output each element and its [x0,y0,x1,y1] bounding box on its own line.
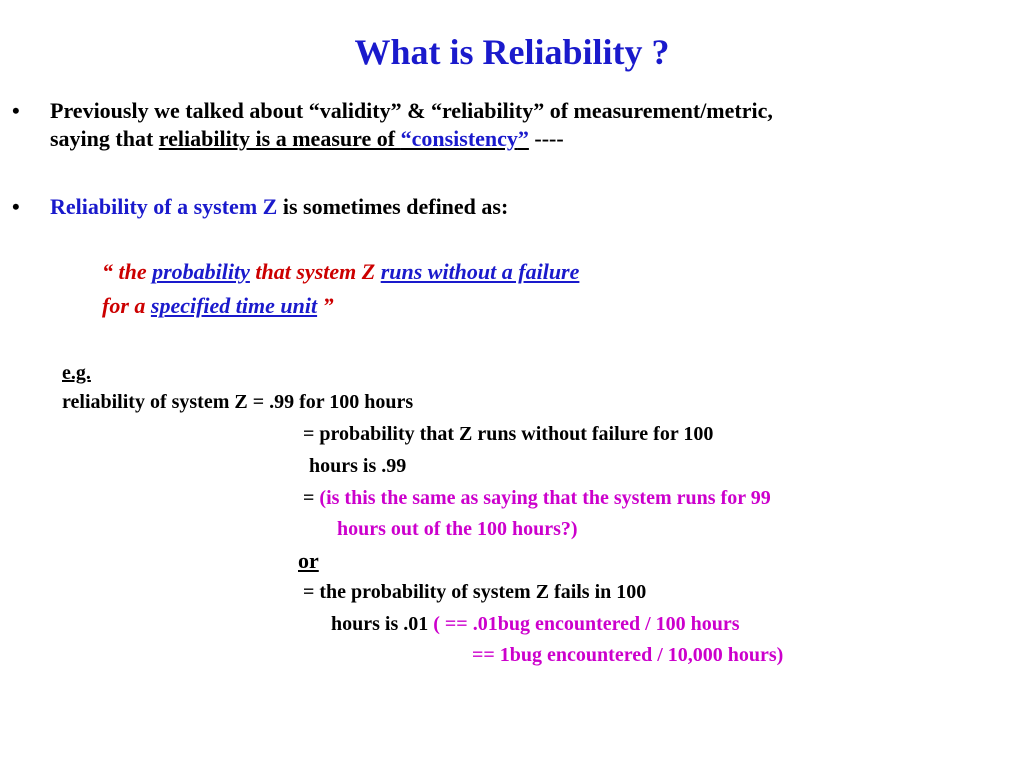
bullet1-line2 [50,125,564,153]
example-line4-eq: = [303,487,320,509]
probability-link[interactable]: probability [152,259,250,284]
bullet2-text [50,193,508,221]
example-line7-prefix: hours is .01 [331,613,434,635]
example-line4 [303,483,771,514]
definition-line2 [102,289,334,323]
consistency-close-quote: ” [517,126,529,151]
bullet1-line2-suffix: ---- [528,126,564,151]
specified-time-unit-link[interactable]: specified time unit [150,293,318,318]
consistency-link[interactable]: “consistency [400,126,518,151]
example-line3: hours is .99 [309,455,407,477]
bullet1-line1: Previously we talked about “validity” & “reliability” of measurement/metric, [50,98,773,123]
example-line5: hours out of the 100 hours?) [337,518,578,540]
bullet-marker: • [12,194,20,219]
example-line7 [331,609,740,640]
example-line2: = probability that Z runs without failure for 100 [303,423,714,445]
slide-title: What is Reliability ? [354,32,670,72]
example-line7-note: ( == .01bug encountered / 100 hours [433,613,740,635]
or-label: or [298,548,319,573]
reliability-measure-text: reliability is a measure of [158,126,401,151]
definition-line2-prefix: for a [102,293,151,318]
example-line8: == 1bug encountered / 10,000 hours) [472,644,784,666]
bullet1-line2-prefix: saying that [50,126,159,151]
bullet2-highlight: Reliability of a system Z [50,194,278,219]
definition-mid: that system Z [249,259,381,284]
runs-without-failure-link[interactable]: runs without a failure [380,259,580,284]
definition-close: ” [317,293,334,318]
bullet-marker: • [12,98,20,123]
definition-open: “ the [102,259,153,284]
example-line1: reliability of system Z = .99 for 100 hours [62,391,414,413]
example-label: e.g. [62,362,91,384]
example-line4-question: (is this the same as saying that the system runs for 99 [319,487,771,509]
bullet2-rest: is sometimes defined as: [277,194,509,219]
example-line6: = the probability of system Z fails in 100 [303,581,647,603]
reliability-measure-phrase [159,126,529,151]
definition-line1 [102,255,579,289]
